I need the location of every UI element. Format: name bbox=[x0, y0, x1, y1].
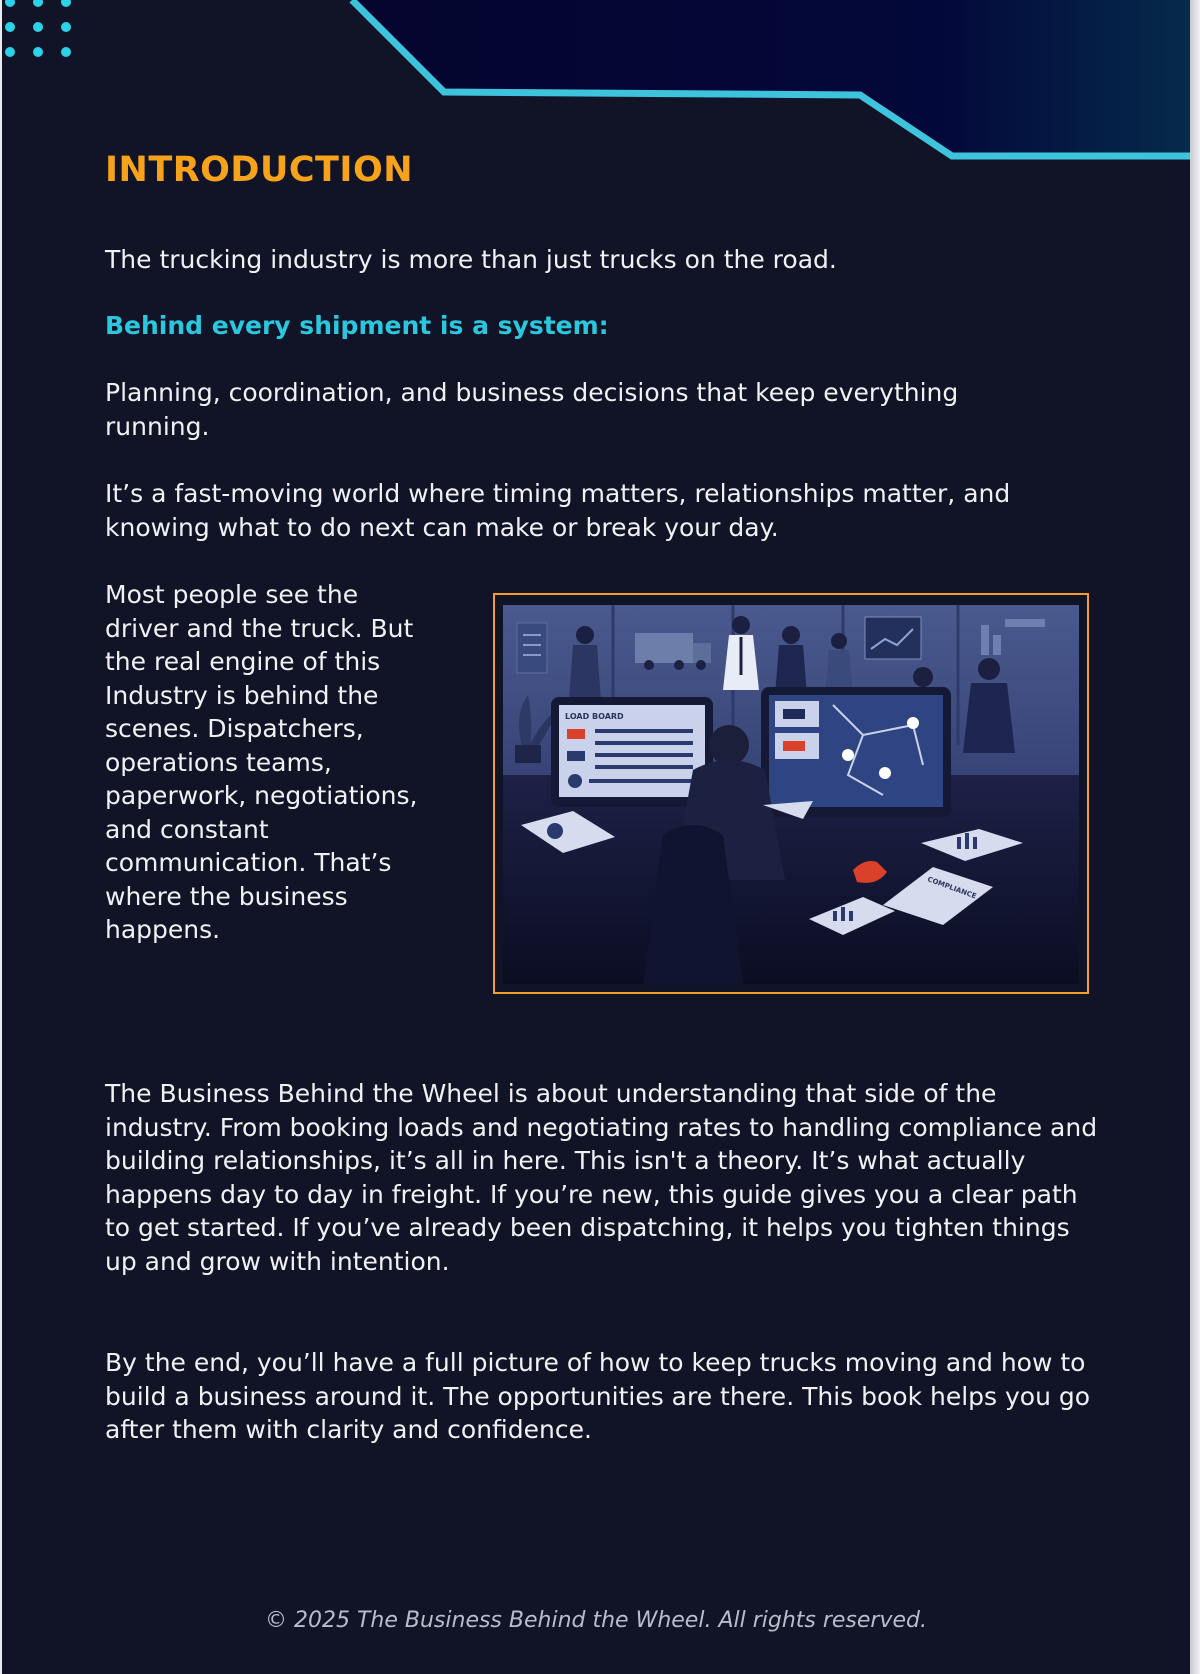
page-edge-shadow bbox=[1190, 0, 1200, 1674]
section-subhead: Behind every shipment is a system: bbox=[105, 311, 609, 340]
fast-moving-paragraph: It’s a fast-moving world where timing matters, relationships matter, and knowing what to do next can make or break your day. bbox=[105, 479, 1011, 542]
page-title: INTRODUCTION bbox=[105, 150, 413, 190]
header-graphic bbox=[2, 0, 1190, 165]
side-paragraph: Most people see the driver and the truck. But the real engine of this Industry is behind the scenes. Dispatchers, operations teams, paperwork, negotiations, and constant communication. That’s where the business happens. bbox=[105, 580, 418, 944]
dispatch-office-illustration bbox=[493, 593, 1089, 994]
copyright-footer: © 2025 The Business Behind the Wheel. All rights reserved. bbox=[265, 1608, 927, 1633]
book-description-paragraph: The Business Behind the Wheel is about understanding that side of the industry. From booking loads and negotiating rates to handling compliance and building relationships, it’s all in here. This isn't a theory. It’s what actually happens day to day in freight. If you’re new, this guide gives you a clear path to get started. If you’ve already been dispatching, it helps you tighten things up and grow with intention. bbox=[105, 1079, 1098, 1276]
compliance-label: COMPLIANCE bbox=[926, 875, 978, 901]
lead-paragraph: The trucking industry is more than just trucks on the road. bbox=[105, 245, 837, 274]
closing-paragraph: By the end, you’ll have a full picture of how to keep trucks moving and how to build a business around it. The opportunities are there. This book helps you go after them with clarity and confidence. bbox=[105, 1348, 1091, 1444]
document-page bbox=[2, 0, 1190, 1674]
planning-paragraph: Planning, coordination, and business decisions that keep everything running. bbox=[105, 378, 959, 441]
dot-pattern-decoration bbox=[2, 0, 82, 60]
load-board-label: LOAD BOARD bbox=[565, 712, 624, 721]
